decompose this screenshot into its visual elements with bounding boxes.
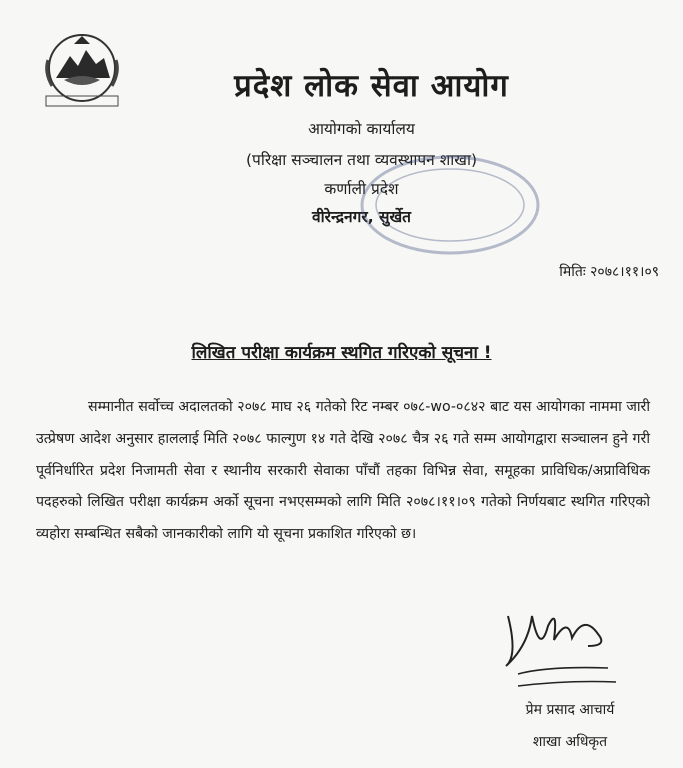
officer-name: प्रेम प्रसाद आचार्य: [525, 702, 615, 718]
officer-designation: शाखा अधिकृत: [532, 734, 608, 750]
province-name: कर्णाली प्रदेश: [324, 180, 399, 198]
commission-title: प्रदेश लोक सेवा आयोग: [234, 68, 509, 104]
branch-name: (परिक्षा सञ्चालन तथा व्यवस्थापन शाखा): [245, 151, 478, 169]
notice-date: मितिः २०७८।११।०९: [559, 264, 659, 280]
notice-subject: लिखित परीक्षा कार्यक्रम स्थगित गरिएको सूचना !: [191, 343, 492, 363]
officer-signature: [488, 596, 628, 706]
office-name: आयोगको कार्यालय: [308, 120, 415, 138]
office-seal-stamp: [355, 150, 545, 260]
notice-body: सम्मानीत सर्वोच्च अदालतको २०७८ माघ २६ गतेको रिट नम्बर ०७८-wo-०८४२ बाट यस आयोगका नाममा जारी उत्प्रेषण आदेश अनुसार हाललाई मिति २०७८ फाल्गुण १४ गते देखि २०७८ चैत्र २६ गते सम्म आयोगद्वारा सञ्चालन हुने गरी पूर्वनिर्धारित प्रदेश निजामती सेवा र स्थानीय सरकारी सेवाका पाँचौं तहका विभिन्न सेवा, समूहका प्राविधिक/अप्राविधिक पदहरुको लिखित परीक्षा कार्यक्रम अर्को सूचना नभएसम्मको लागि मिति २०७८।११।०९ गतेको निर्णयबाट स्थगित गरिएको व्यहोरा सम्बन्धित सबैको जानकारीको लागि यो सूचना प्रकाशित गरिएको छ।: [36, 399, 650, 543]
office-location: वीरेन्द्रनगर, सुर्खेत: [312, 208, 411, 226]
